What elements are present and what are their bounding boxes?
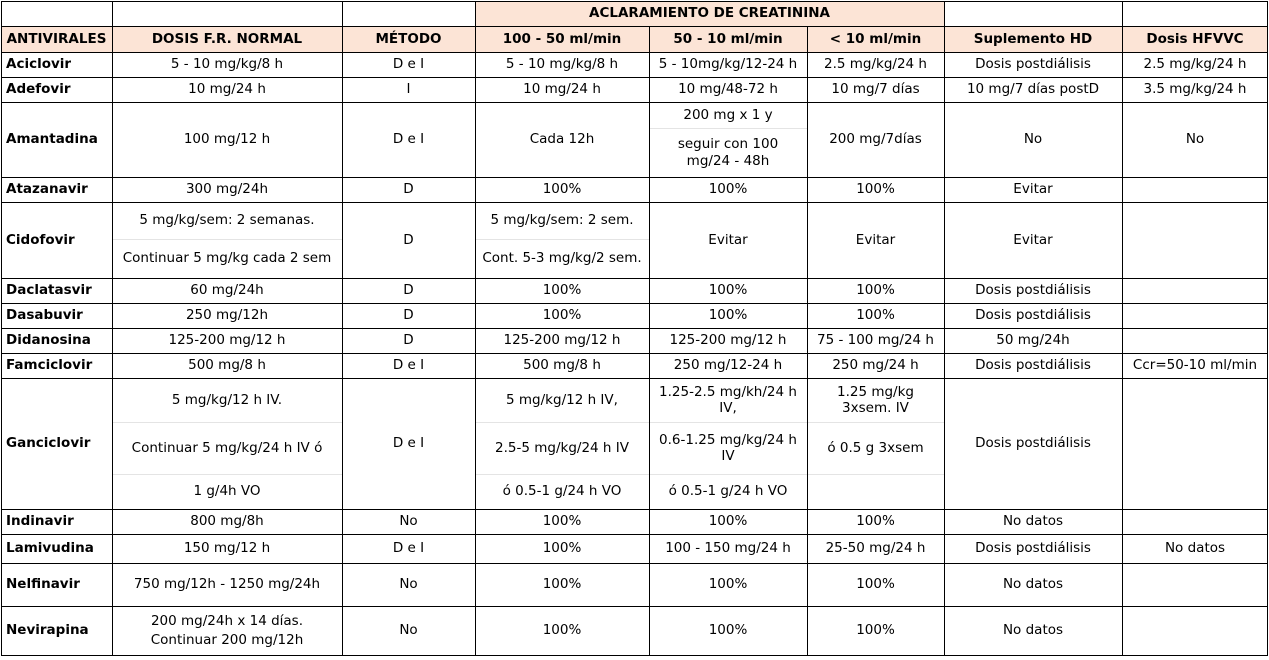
- table-cell: 100%: [708, 513, 748, 530]
- table-cell: 100%: [708, 181, 748, 198]
- table-cell: 5 mg/kg/12 h IV.: [171, 391, 283, 408]
- table-cell: 200 mg/7días: [829, 131, 922, 148]
- table-cell: Adefovir: [6, 81, 71, 98]
- table-cell: 75 - 100 mg/24 h: [817, 332, 934, 349]
- table-cell: 50 mg/24h: [996, 332, 1070, 349]
- table-cell: Cada 12h: [529, 131, 595, 148]
- table-cell: Ganciclovir: [6, 435, 91, 452]
- table-cell: 125-200 mg/12 h: [168, 332, 286, 349]
- table-cell: 250 mg/12-24 h: [673, 357, 783, 374]
- table-cell: No datos: [1002, 513, 1064, 530]
- table-cell: D: [403, 231, 414, 248]
- table-cell: Cidofovir: [6, 231, 75, 248]
- table-cell: [1122, 378, 1268, 509]
- table-cell: 200 mg x 1 y: [683, 106, 773, 123]
- table-cell: 10 mg/7 días: [831, 81, 920, 98]
- table-cell: Evitar: [708, 231, 748, 248]
- table-cell: 2.5 mg/kg/24 h: [824, 56, 927, 73]
- table-cell: Lamivudina: [6, 540, 94, 557]
- table-cell: 100%: [856, 307, 895, 324]
- table-cell: 250 mg/12h: [185, 307, 269, 324]
- table-cell: ó 0.5-1 g/24 h VO: [502, 483, 622, 500]
- table-cell: 60 mg/24h: [190, 282, 264, 299]
- table-cell: [1122, 509, 1268, 534]
- renal-dosing-table: [1, 1, 1268, 658]
- table-cell: [1122, 606, 1268, 655]
- table-cell: 5 mg/kg/sem: 2 sem.: [490, 212, 634, 229]
- table-cell: 100%: [856, 513, 895, 530]
- table-cell: [1122, 278, 1268, 303]
- column-header: < 10 ml/min: [829, 30, 922, 47]
- table-cell: 100%: [708, 622, 748, 639]
- table-cell: 500 mg/8 h: [523, 357, 601, 374]
- table-cell: seguir con 100 mg/24 - 48h: [677, 136, 779, 169]
- table-cell: 1 g/4h VO: [193, 483, 261, 500]
- column-header: Suplemento HD: [973, 30, 1093, 47]
- table-cell: 250 mg/24 h: [832, 357, 919, 374]
- table-cell: Dasabuvir: [6, 307, 83, 324]
- table-cell: Evitar: [1013, 181, 1053, 198]
- table-cell: No datos: [1002, 622, 1064, 639]
- table-cell: ó 0.5 g 3xsem: [827, 439, 924, 456]
- table-cell: 100%: [708, 282, 748, 299]
- table-cell: 0.6-1.25 mg/kg/24 h IV: [659, 431, 797, 464]
- table-cell: 200 mg/24h x 14 días. Continuar 200 mg/12h: [150, 613, 304, 648]
- table-cell: Dosis postdiálisis: [975, 435, 1091, 452]
- table-cell: 100%: [708, 307, 748, 324]
- table-cell: 2.5 mg/kg/24 h: [1143, 56, 1247, 73]
- table-cell: 100%: [542, 540, 582, 557]
- table-cell: 1.25 mg/kg 3xsem. IV: [836, 383, 914, 416]
- table-cell: 100%: [542, 282, 582, 299]
- table-cell: Famciclovir: [6, 357, 93, 374]
- table-cell: 300 mg/24h: [185, 181, 269, 198]
- table-cell: 1.25-2.5 mg/kh/24 h IV,: [659, 383, 797, 416]
- table-cell: Daclatasvir: [6, 282, 92, 299]
- table-cell: 5 mg/kg/sem: 2 semanas.: [139, 212, 315, 229]
- table-cell: 10 mg/7 días postD: [966, 81, 1100, 98]
- table-cell: 100%: [542, 576, 582, 593]
- table-cell: Evitar: [855, 231, 896, 248]
- table-cell: Continuar 5 mg/kg cada 2 sem: [122, 250, 332, 267]
- table-cell: 10 mg/24 h: [523, 81, 601, 98]
- table-cell: Continuar 5 mg/kg/24 h IV ó: [131, 439, 323, 456]
- table-cell: 150 mg/12 h: [183, 540, 271, 557]
- table-cell: I: [406, 81, 411, 98]
- table-cell: D e I: [392, 357, 425, 374]
- table-cell: D: [403, 181, 414, 198]
- column-header: ANTIVIRALES: [6, 30, 107, 47]
- table-cell: 100%: [856, 576, 895, 593]
- table-cell: 10 mg/48-72 h: [678, 81, 778, 98]
- table-cells: [1, 1, 1268, 658]
- table-cell: Nelfinavir: [6, 576, 80, 593]
- table-cell: 100%: [542, 181, 582, 198]
- table-cell: 5 - 10 mg/kg/8 h: [505, 56, 619, 73]
- table-cell: 100 - 150 mg/24 h: [665, 540, 791, 557]
- column-header: DOSIS F.R. NORMAL: [151, 30, 303, 47]
- table-cell: D e I: [392, 435, 425, 452]
- table-cell: [1122, 303, 1268, 328]
- table-cell: 125-200 mg/12 h: [503, 332, 621, 349]
- table-cell: Ccr=50-10 ml/min: [1132, 357, 1258, 374]
- column-header: 50 - 10 ml/min: [673, 30, 783, 47]
- table-cell: Cont. 5-3 mg/kg/2 sem.: [482, 250, 642, 267]
- table-cell: 800 mg/8h: [190, 513, 264, 530]
- table-cell: 5 - 10 mg/kg/8 h: [170, 56, 284, 73]
- table-cell: Didanosina: [6, 332, 91, 349]
- table-cell: [1122, 177, 1268, 202]
- table-cell: No: [399, 622, 418, 639]
- table-cell: D e I: [392, 56, 425, 73]
- table-cell: D: [403, 282, 414, 299]
- table-cell: ó 0.5-1 g/24 h VO: [668, 483, 788, 500]
- table-cell: 100%: [856, 181, 895, 198]
- table-cell: 100%: [542, 307, 582, 324]
- table-cell: [1122, 563, 1268, 606]
- table-cell: 100%: [856, 282, 895, 299]
- table-cell: Evitar: [1013, 231, 1053, 248]
- table-cell: 3.5 mg/kg/24 h: [1143, 81, 1247, 98]
- table-cell: 125-200 mg/12 h: [669, 332, 787, 349]
- table-cell: 5 mg/kg/12 h IV,: [506, 391, 618, 408]
- table-cell: D: [403, 307, 414, 324]
- table-cell: 10 mg/24 h: [188, 81, 266, 98]
- table-cell: Dosis postdiálisis: [975, 56, 1091, 73]
- column-header: MÉTODO: [375, 30, 442, 47]
- table-cell: 5 - 10mg/kg/12-24 h: [658, 56, 798, 73]
- column-header: 100 - 50 ml/min: [502, 30, 622, 47]
- table-cell: No: [1185, 131, 1205, 148]
- table-cell: No: [1023, 131, 1043, 148]
- table-cell: [1122, 328, 1268, 353]
- table-cell: Atazanavir: [6, 181, 88, 198]
- table-cell: Dosis postdiálisis: [975, 540, 1091, 557]
- table-cell: Amantadina: [6, 131, 98, 148]
- table-cell: Indinavir: [6, 513, 74, 530]
- table-cell: No: [399, 576, 418, 593]
- table-cell: Dosis postdiálisis: [975, 282, 1091, 299]
- table-cell: No: [399, 513, 418, 530]
- column-header: Dosis HFVVC: [1146, 30, 1244, 47]
- table-cell: 100%: [542, 622, 582, 639]
- table-cell: No datos: [1164, 540, 1226, 557]
- table-cell: D e I: [392, 540, 425, 557]
- table-cell: 25-50 mg/24 h: [825, 540, 926, 557]
- table-cell: [1122, 202, 1268, 278]
- table-cell: Aciclovir: [6, 56, 72, 73]
- table-cell: 750 mg/12h - 1250 mg/24h: [133, 576, 321, 593]
- table-cell: 2.5-5 mg/kg/24 h IV: [495, 439, 629, 456]
- table-cell: 100%: [542, 513, 582, 530]
- table-cell: 100%: [708, 576, 748, 593]
- table-cell: No datos: [1002, 576, 1064, 593]
- table-cell: Dosis postdiálisis: [975, 357, 1091, 374]
- table-cell: Dosis postdiálisis: [975, 307, 1091, 324]
- table-cell: D: [403, 332, 414, 349]
- table-cell: Nevirapina: [6, 622, 89, 639]
- table-cell: D e I: [392, 131, 425, 148]
- table-cell: 100 mg/12 h: [183, 131, 271, 148]
- table-cell: [807, 474, 944, 509]
- table-cell: 100%: [856, 622, 895, 639]
- group-header: ACLARAMIENTO DE CREATININA: [589, 5, 830, 22]
- table-cell: 500 mg/8 h: [188, 357, 266, 374]
